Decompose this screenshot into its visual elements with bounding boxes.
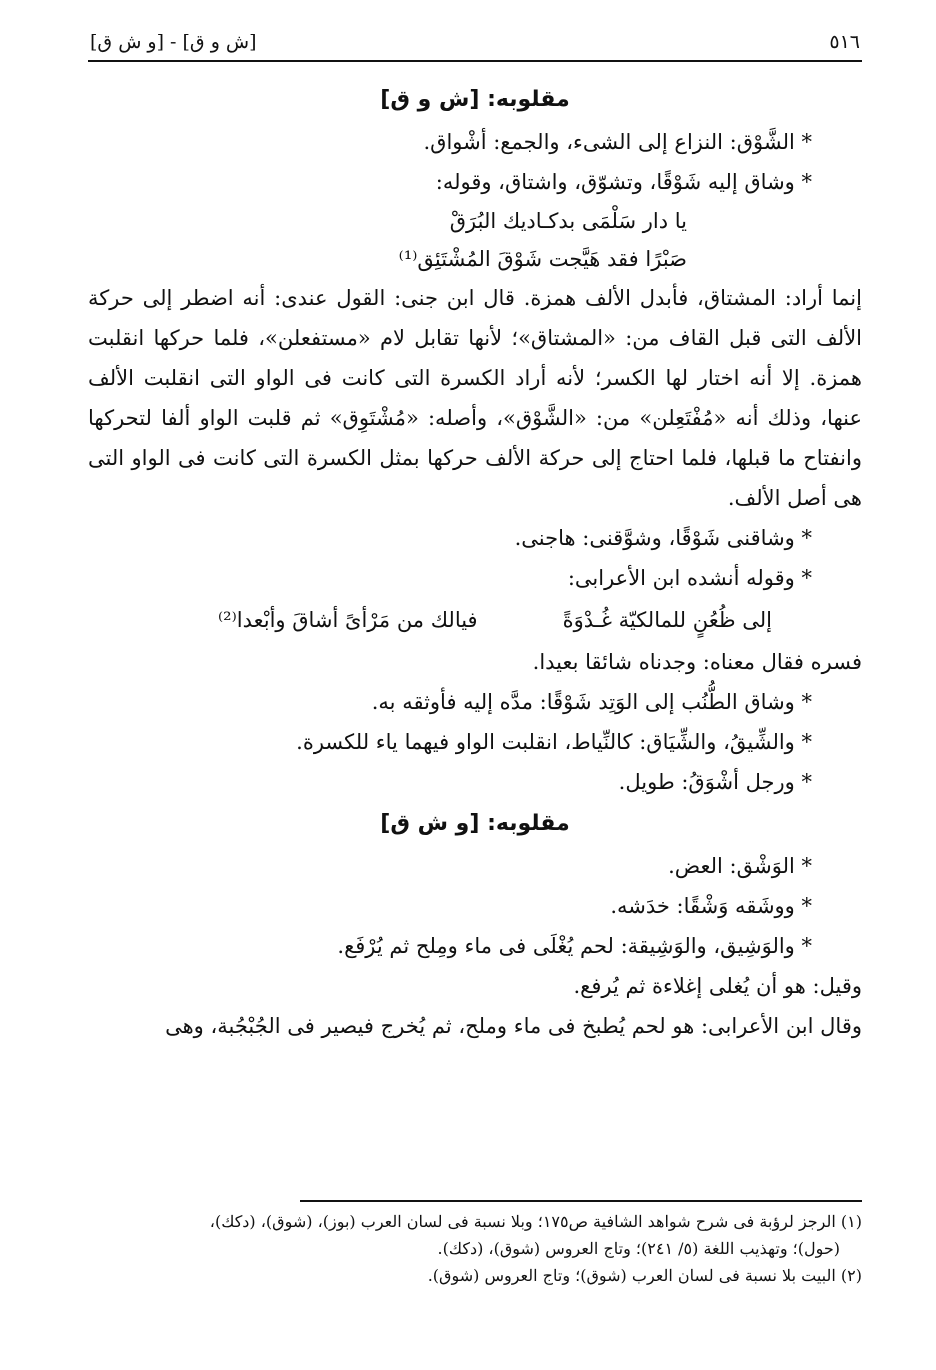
page-number: ٥١٦ [829,31,860,53]
footnote-1: (١) الرجز لرؤبة فى شرح شواهد الشافية ص١٧٥؛ وبلا نسبة فى لسان العرب (بوز)، (شوق)، (دكك)، [209,1212,862,1231]
header-rule [88,60,862,62]
entry-ibn-alarabi-quote: * وقوله أنشده ابن الأعرابى: [567,566,812,590]
section-heading-shwq: مقلوبه: [ش و ق] [380,87,570,112]
section-heading-wshq: مقلوبه: [و ش ق] [380,811,570,836]
definition-line-2: وقال ابن الأعرابى: هو لحم يُطبخ فى ماء وملح، ثم يُخرج فيصير فى الجُبْجُبة، وهى [165,1014,862,1038]
entry-ashwaq: * ورجل أشْوَقُ: طويل. [618,770,812,794]
footnote-2: (٢) البيت بلا نسبة فى لسان العرب (شوق)؛ وتاج العروس (شوق). [427,1266,862,1285]
commentary-paragraph: إنما أراد: المشتاق، فأبدل الألف همزة. قال ابن جنى: القول عندى: أنه اضطر إلى حركة الألف التى قبل القاف من: «المشتاق»؛ لأنها تقابل لام «مستفعلن»، فلما حركها انقلبت همزة. إلا أنه اختار لها الكسر؛ لأنه أراد الكسرة التى كانت فى الواو التى انقلبت الألف عنها، وذلك أنه «مُفْتَعِلن» من: «الشَّوْق»، وأصله: «مُشْتَوِق» ثم قلبت الواو ألفا لتحركها وانفتاح ما قبلها، فلما احتاج إلى حركة الألف حركها بمثل الكسرة التى كانت فى الواو التى هى أصل الألف. [88,286,862,510]
entry-washiq: * والوَشِيق، والوَشِيقة: لحم يُغْلَى فى ماء ومِلح ثم يُرْفَع. [337,934,812,958]
verse-line-2: صَبْرًا فقد هَيَّجت شَوْقَ المُشْتَئِق⁽¹⁾ [398,247,687,271]
entry-tunub: * وشاق الطُّنُب إلى الوَتِد شَوْقًا: مدَّه إليه فأوثقه به. [371,690,812,714]
explanation-line: فسره فقال معناه: وجدناه شائقا بعيدا. [532,650,862,674]
verse-second-hemistich: فيالك من مَرْأىً أشاقَ وأبْعدا⁽²⁾ [218,608,478,632]
footnote-rule [300,1200,862,1202]
verse-first-hemistich: إلى ظُعُنٍ للمالكيّة غُـدْوَةً [562,608,772,632]
verse-couplet [88,598,862,642]
entry-shawq: * الشَّوْق: النزاع إلى الشىء، والجمع: أشْواق. [423,130,812,154]
running-title: [ش و ق] - [و ش ق] [90,31,257,53]
entry-shaq: * وشاق إليه شَوْقًا، وتشوّق، واشتاق، وقوله: [435,170,812,194]
page-body [88,78,862,1046]
running-head [90,28,860,56]
entry-shiq: * والشِّيقُ، والشِّيَاق: كالنِّياط، انقلبت الواو فيهما ياء للكسرة. [296,730,812,754]
entry-shaqani: * وشاقنى شَوْقًا، وشوَّقنى: هاجنى. [514,526,812,550]
footnotes [88,1208,862,1289]
entry-washaqahu: * ووشَقه وَشْقًا: خدَشه. [610,894,812,918]
entry-washq: * الوَشْق: العض. [668,854,812,878]
definition-line-1: وقيل: هو أن يُغلى إغلاءة ثم يُرفع. [573,974,862,998]
verse-line-1: يا دار سَلْمَى بدكـاديك البُرَقْ [449,209,687,233]
footnote-1-continued: (حول)؛ وتهذيب اللغة (٥/ ٢٤١)؛ وتاج العروس (شوق)، (دكك). [437,1239,840,1258]
